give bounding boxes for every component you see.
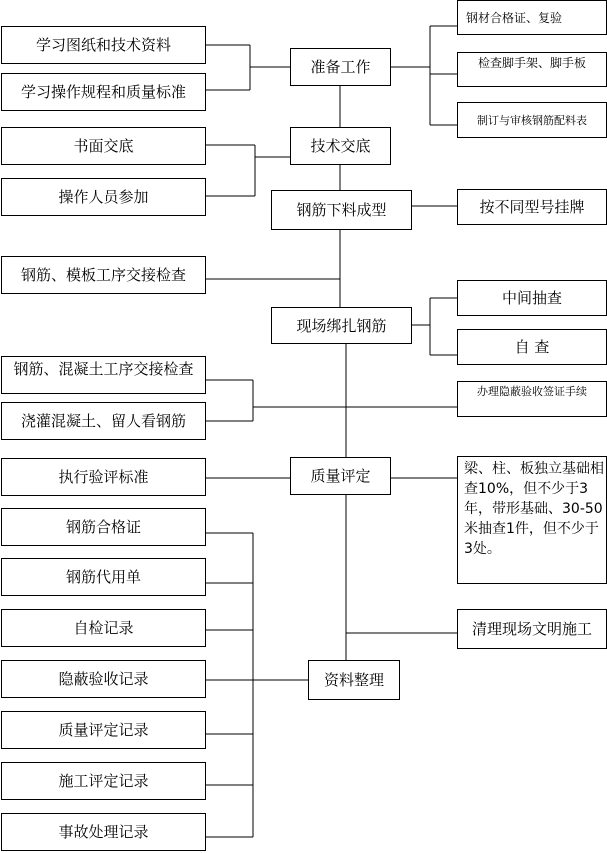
- midway-check-label: 中间抽查: [501, 289, 562, 307]
- eval-standard-label: 执行验评标准: [58, 468, 149, 486]
- clean-site-box: [457, 609, 607, 649]
- self-check-box: [457, 329, 607, 365]
- preparation-box: [290, 48, 391, 86]
- formwork-handover-box: [1, 256, 206, 294]
- steel-cert-box: [457, 0, 607, 35]
- self-check-label: 自 查: [514, 338, 550, 356]
- tech-briefing-box: [290, 127, 391, 165]
- steel-cert-label: 钢材合格证、复验: [466, 10, 563, 25]
- hang-tags-box: [457, 189, 607, 225]
- concrete-handover-box: [1, 356, 206, 394]
- pour-watch-label: 浇灌混凝土、留人看钢筋: [20, 412, 186, 430]
- record-label: 事故处理记录: [58, 823, 149, 841]
- data-organization-label: 资料整理: [323, 671, 384, 689]
- record-label: 隐蔽验收记录: [58, 670, 149, 688]
- concealed-acceptance-box: [457, 381, 607, 417]
- pour-watch-box: [1, 402, 206, 440]
- midway-check-box: [457, 280, 607, 316]
- formwork-handover-label: 钢筋、模板工序交接检查: [20, 266, 186, 284]
- record-label: 质量评定记录: [58, 721, 149, 739]
- record-box: [1, 609, 206, 647]
- record-label: 钢筋合格证: [65, 518, 141, 536]
- cutting-forming-label: 钢筋下料成型: [296, 201, 387, 219]
- study-drawings-box: [1, 26, 206, 64]
- clean-site-label: 清理现场文明施工: [471, 620, 592, 638]
- sampling-rule-box: [457, 456, 607, 584]
- concealed-acceptance-label: 办理隐蔽验收签证手续: [477, 385, 587, 398]
- record-box: [1, 711, 206, 749]
- hang-tags-label: 按不同型号挂牌: [479, 198, 585, 216]
- data-organization-box: [308, 660, 400, 700]
- preparation-label: 准备工作: [310, 58, 371, 76]
- quality-assessment-box: [290, 457, 391, 495]
- cutting-forming-box: [271, 190, 412, 230]
- sampling-rule-label: 梁、柱、板独立基础相查10%，但不少于3年，带形基础、30-50米抽查1件，但不少于3处。: [464, 461, 604, 557]
- study-rules-label: 学习操作规程和质量标准: [20, 83, 186, 101]
- record-box: [1, 660, 206, 698]
- quality-assessment-label: 质量评定: [310, 467, 371, 485]
- eval-standard-box: [1, 458, 206, 496]
- record-box: [1, 762, 206, 800]
- concrete-handover-label: 钢筋、混凝土工序交接检查: [13, 360, 194, 378]
- site-binding-box: [271, 307, 412, 344]
- record-box: [1, 508, 206, 546]
- tech-briefing-label: 技术交底: [310, 137, 371, 155]
- record-label: 自检记录: [73, 619, 134, 637]
- scaffold-check-label: 检查脚手架、脚手板: [477, 56, 586, 70]
- written-briefing-box: [1, 127, 206, 165]
- record-box: [1, 813, 206, 851]
- operators-join-label: 操作人员参加: [58, 188, 149, 206]
- review-schedule-box: [457, 102, 607, 138]
- written-briefing-label: 书面交底: [73, 137, 134, 155]
- scaffold-check-box: [457, 52, 607, 87]
- record-label: 施工评定记录: [58, 772, 149, 790]
- study-drawings-label: 学习图纸和技术资料: [35, 36, 171, 54]
- study-rules-box: [1, 73, 206, 111]
- operators-join-box: [1, 178, 206, 216]
- record-box: [1, 558, 206, 596]
- site-binding-label: 现场绑扎钢筋: [296, 316, 387, 335]
- review-schedule-label: 制订与审核钢筋配料表: [477, 113, 587, 127]
- record-label: 钢筋代用单: [65, 568, 141, 586]
